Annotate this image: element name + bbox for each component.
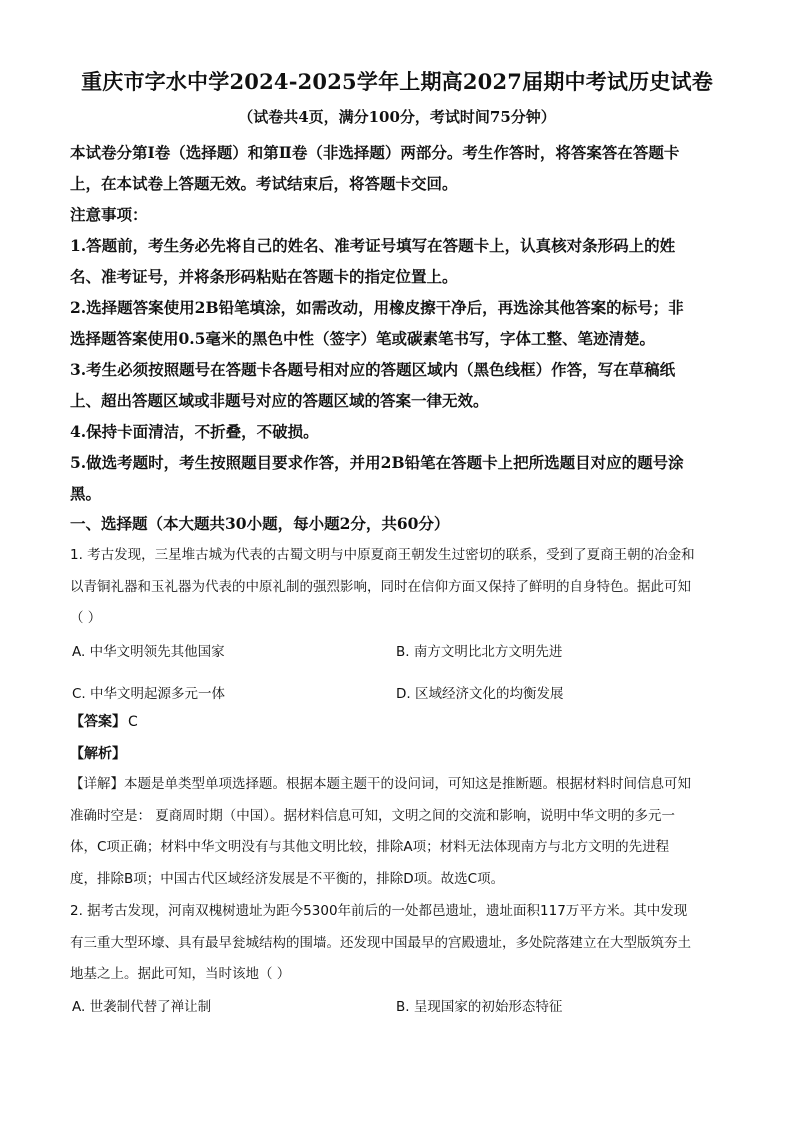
- answer-label: 【答案】: [70, 714, 126, 730]
- question-line: 地基之上。据此可知，当时该地（ ）: [70, 966, 291, 982]
- notes-heading: 注意事项：: [70, 205, 148, 224]
- notes-line: 3.考生必须按照题号在答题卡各题号相对应的答题区域内（黑色线框）作答，写在草稿纸: [70, 360, 676, 379]
- notes-line: 选择题答案使用0.5毫米的黑色中性（签字）笔或碳素笔书写，字体工整、笔迹清楚。: [70, 329, 655, 348]
- notes-line: 2.选择题答案使用2B铅笔填涂，如需改动，用橡皮擦干净后，再选涂其他答案的标号；非: [70, 298, 684, 317]
- exam-subtitle: （试卷共4页，满分100分，考试时间75分钟）: [238, 108, 556, 126]
- exam-title: 重庆市字水中学2024-2025学年上期高2027届期中考试历史试卷: [81, 69, 713, 94]
- notes-section: [70, 199, 720, 509]
- question-line: （ ）: [70, 610, 102, 626]
- detail-line: 【详解】本题是单类型单项选择题。根据本题主题干的设问词，可知这是推断题。根据材料时间信息可知: [70, 776, 691, 792]
- intro-line: 本试卷分第Ⅰ卷（选择题）和第Ⅱ卷（非选择题）两部分。考生作答时，将答案答在答题卡: [70, 143, 680, 162]
- intro-paragraph: [70, 137, 720, 199]
- option-b: B. 呈现国家的初始形态特征: [396, 999, 563, 1015]
- question-line: 以青铜礼器和玉礼器为代表的中原礼制的强烈影响，同时在信仰方面又保持了鲜明的自身特色。据此可知: [70, 578, 691, 595]
- answer-value: C: [128, 714, 138, 730]
- section-heading: [70, 508, 720, 539]
- notes-line: 上、超出答题区域或非题号对应的答题区域的答案一律无效。: [70, 391, 489, 410]
- question-1-detail: [70, 769, 730, 895]
- analysis-label: 【解析】: [70, 746, 126, 762]
- question-line: 1. 考古发现，三星堆古城为代表的古蜀文明与中原夏商王朝发生过密切的联系，受到了夏商王朝的冶金和: [70, 547, 695, 563]
- analysis-tag: [70, 743, 126, 763]
- detail-line: 准确时空是： 夏商周时期（中国）。据材料信息可知，文明之间的交流和影响，说明中华文明的多元一: [70, 807, 676, 824]
- option-a: A. 中华文明领先其他国家: [72, 644, 225, 660]
- question-line: 有三重大型环壕、具有最早瓮城结构的围墙。还发现中国最早的宫殿遗址，多处院落建立在大型版筑夯土: [70, 934, 691, 951]
- option-d: D. 区域经济文化的均衡发展: [396, 686, 564, 702]
- option-c: C. 中华文明起源多元一体: [72, 686, 226, 702]
- section-heading-text: 一、选择题（本大题共30小题，每小题2分，共60分）: [70, 514, 450, 533]
- notes-line: 4.保持卡面清洁，不折叠，不破损。: [70, 422, 319, 441]
- option-b: B. 南方文明比北方文明先进: [396, 644, 563, 660]
- notes-line: 黑。: [70, 484, 102, 503]
- notes-line: 1.答题前，考生务必先将自己的姓名、准考证号填写在答题卡上，认真核对条形码上的姓: [70, 236, 676, 255]
- question-1-stem: [70, 540, 730, 635]
- notes-line: 名、准考证号，并将条形码粘贴在答题卡的指定位置上。: [70, 267, 458, 286]
- intro-line: 上，在本试卷上答题无效。考试结束后，将答题卡交回。: [70, 174, 458, 193]
- answer-tag: [70, 711, 138, 731]
- question-line: 2. 据考古发现，河南双槐树遗址为距今5300年前后的一处都邑遗址，遗址面积117万平方米。其中发现: [70, 903, 688, 919]
- option-a: A. 世袭制代替了禅让制: [72, 999, 212, 1015]
- detail-line: 体，C项正确；材料中华文明没有与其他文明比较，排除A项；材料无法体现南方与北方文明的先进程: [70, 839, 670, 855]
- notes-line: 5.做选考题时，考生按照题目要求作答，并用2B铅笔在答题卡上把所选题目对应的题号涂: [70, 453, 684, 472]
- detail-line: 度，排除B项；中国古代区域经济发展是不平衡的，排除D项。故选C项。: [70, 870, 505, 887]
- question-2-stem: [70, 896, 730, 991]
